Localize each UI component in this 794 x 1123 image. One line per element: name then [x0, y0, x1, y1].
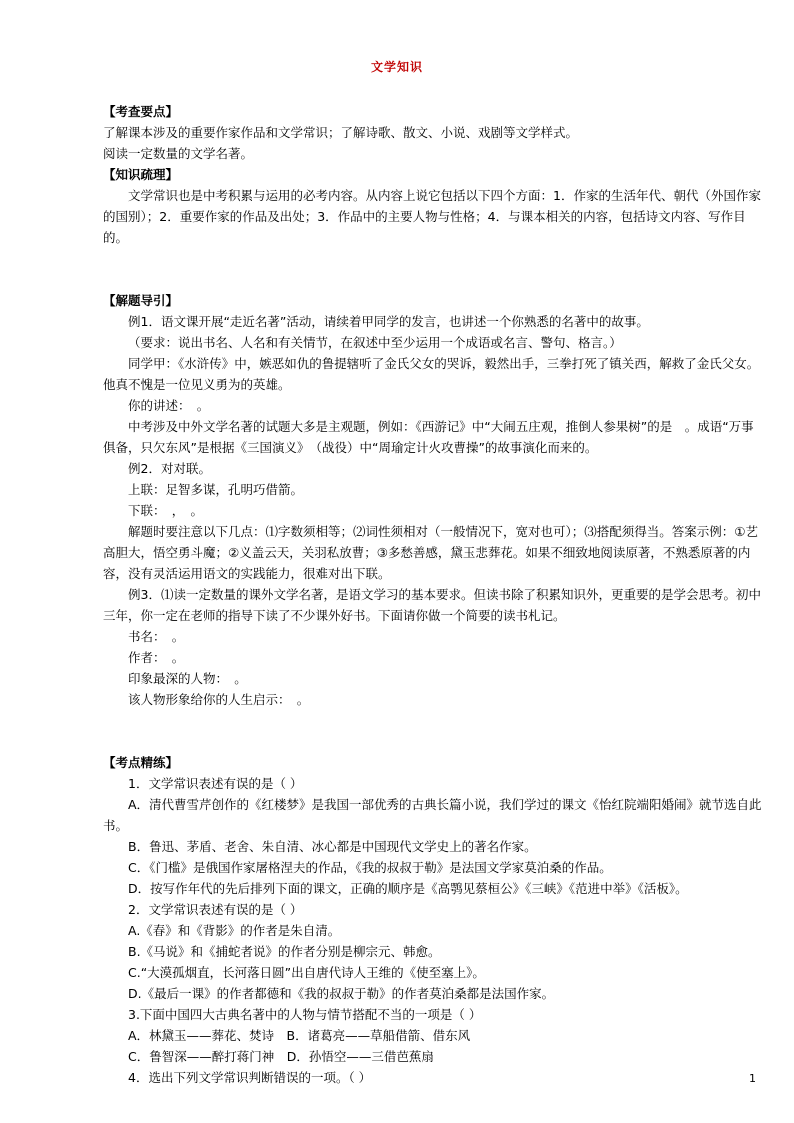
- example-2-note: 解题时要注意以下几点：⑴字数须相等；⑵词性须相对（一般情况下，宽对也可）；⑶搭配须得当。答案示例：①艺高胆大，悟空勇斗魔；②义盖云天，关羽私放曹；③多愁善感，黛玉悲葬花。如果不细致地阅读原著，不熟悉原著的内容，没有灵活运用语文的实践能力，很难对出下联。: [103, 524, 758, 581]
- section-heading-practice: 【考点精练】: [103, 755, 179, 770]
- example-2-upper-couplet: 上联：足智多谋，孔明巧借箭。: [128, 482, 304, 497]
- example-1-your-answer: 你的讲述： 。: [128, 398, 210, 413]
- example-1-title: 例1．语文课开展“走近名著”活动，请续着甲同学的发言，也讲述一个你熟悉的名著中的故事。: [128, 314, 649, 329]
- question-2-option-b: B.《马说》和《捕蛇者说》的作者分别是柳宗元、韩愈。: [128, 944, 441, 959]
- question-1-option-c: C．《门槛》是俄国作家屠格涅夫的作品，《我的叔叔于勒》是法国文学家莫泊桑的作品。: [128, 860, 612, 875]
- document-title: 文学知识: [370, 60, 423, 74]
- example-3-title: 例3．⑴读一定数量的课外文学名著，是语文学习的基本要求。但读书除了积累知识外，更重要的是学会思考。初中三年，你一定在老师的指导下读了不少课外好书。下面请你做一个简要的读书札记。: [103, 587, 761, 623]
- question-1-option-b: B．鲁迅、茅盾、老舍、朱自清、冰心都是中国现代文学史上的著名作家。: [128, 839, 537, 854]
- question-3-options-ab: A．林黛玉——葬花、焚诗 B．诸葛亮——草船借箭、借东风: [128, 1028, 471, 1043]
- example-3-character: 印象最深的人物： 。: [128, 671, 247, 686]
- example-1-requirement: （要求：说出书名、人名和有关情节，在叙述中至少运用一个成语或名言、警句、格言。）: [128, 335, 622, 350]
- question-4: 4．选出下列文学常识判断错误的一项。（ ）: [128, 1070, 372, 1085]
- question-3-options-cd: C．鲁智深——醉打蒋门神 D．孙悟空——三借芭蕉扇: [128, 1049, 434, 1064]
- document-body: [103, 101, 763, 1088]
- question-2-option-c: C.“大漠孤烟直，长河落日圆”出自唐代诗人王维的《使至塞上》。: [128, 965, 485, 980]
- question-2: 2．文学常识表述有误的是（ ）: [128, 902, 303, 917]
- example-1-note: 中考涉及中外文学名著的试题大多是主观题，例如：《西游记》中“大闹五庄观，推倒人参果树”的是 。成语“万事俱备，只欠东风”是根据《三国演义》 （战役）中“周瑜定计火攻曹操”的故事演化而来的。: [103, 419, 754, 455]
- question-1-option-d: D．按写作年代的先后排列下面的课文，正确的顺序是《高鹗见蔡桓公》《三峡》《范进中举》《活板》。: [128, 881, 688, 896]
- question-2-option-d: D.《最后一课》的作者都德和《我的叔叔于勒》的作者莫泊桑都是法国作家。: [128, 986, 555, 1001]
- question-1: 1．文学常识表述有误的是（ ）: [128, 776, 303, 791]
- example-3-author: 作者： 。: [128, 650, 185, 665]
- section-heading-guidance: 【解题导引】: [103, 293, 179, 308]
- question-1-option-a: A．清代曹雪芹创作的《红楼梦》是我国一部优秀的古典长篇小说，我们学过的课文《怡红院端阳婚闹》就节选自此书。: [103, 797, 762, 833]
- section-heading-knowledge: 【知识疏理】: [103, 167, 179, 182]
- page-number: 1: [749, 1072, 756, 1085]
- knowledge-paragraph: 文学常识也是中考积累与运用的必考内容。从内容上说它包括以下四个方面：1．作家的生活年代、朝代（外国作家的国别）；2．重要作家的作品及出处；3．作品中的主要人物与性格；4．与课本相关的内容，包括诗文内容、写作目的。: [103, 188, 761, 245]
- exam-point-line-1: 了解课本涉及的重要作家作品和文学常识；了解诗歌、散文、小说、戏剧等文学样式。: [103, 125, 579, 140]
- example-2-lower-couplet: 下联： ， 。: [128, 503, 204, 518]
- question-2-option-a: A.《春》和《背影》的作者是朱自清。: [128, 923, 341, 938]
- example-3-book: 书名： 。: [128, 629, 185, 644]
- example-2-title: 例2．对对联。: [128, 461, 211, 476]
- exam-point-line-2: 阅读一定数量的文学名著。: [103, 146, 254, 161]
- section-heading-exam-points: 【考查要点】: [103, 104, 179, 119]
- question-3: 3.下面中国四大古典名著中的人物与情节搭配不当的一项是（ ）: [128, 1007, 482, 1022]
- example-3-insight: 该人物形象给你的人生启示： 。: [128, 692, 310, 707]
- example-1-student-a: 同学甲：《水浒传》中，嫉恶如仇的鲁提辖听了金氏父女的哭诉，毅然出手，三拳打死了镇关西，解救了金氏父女。他真不愧是一位见义勇为的英雄。: [103, 356, 760, 392]
